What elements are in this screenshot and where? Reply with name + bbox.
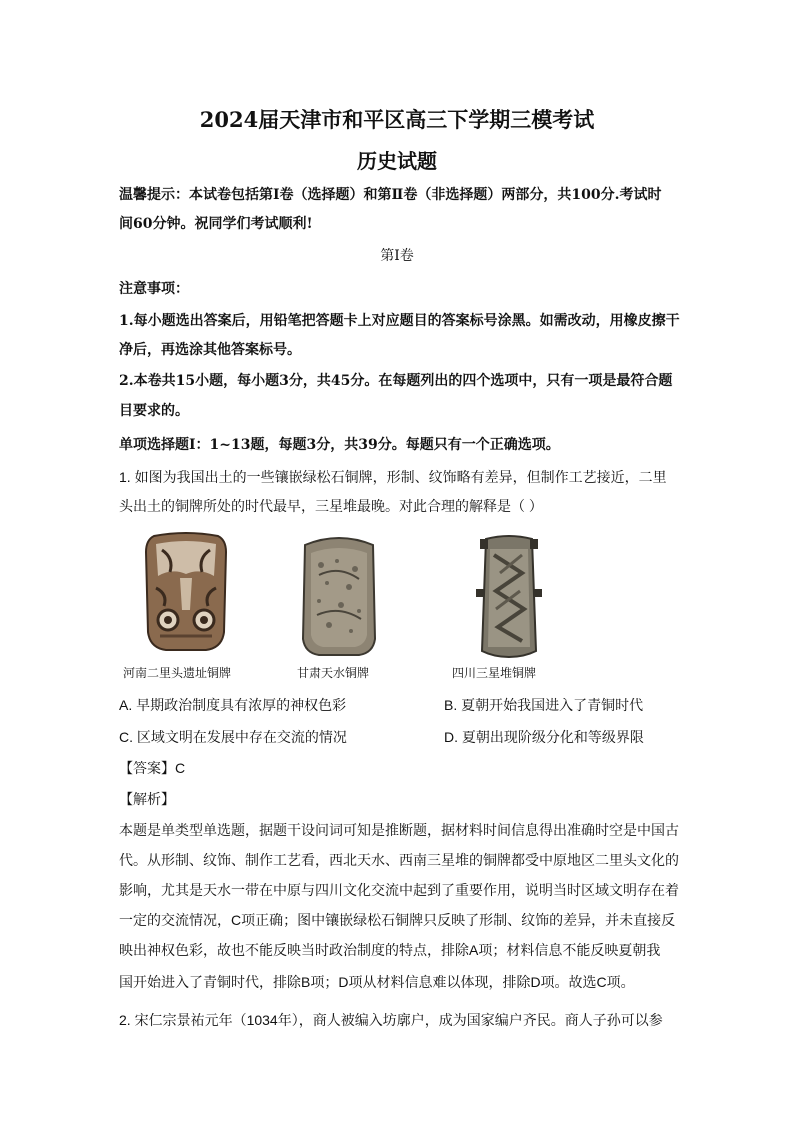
intro-line-1: 温馨提示：本试卷包括第Ⅰ卷（选择题）和第Ⅱ卷（非选择题）两部分，共100分.考试时 (119, 187, 662, 203)
q1-option-c: C. 区域文明在发展中存在交流的情况 (119, 729, 347, 745)
notes-heading: 注意事项： (119, 281, 189, 297)
figure-caption-sanxingdui: 四川三星堆铜牌 (452, 666, 537, 680)
note-1-line-1: 1.每小题选出答案后，用铅笔把答题卡上对应题目的答案标号涂黑。如需改动，用橡皮擦干 (119, 313, 680, 329)
q1-analysis-line: 影响，尤其是天水一带在中原与四川文化交流中起到了重要作用，说明当时区域文明存在着 (119, 882, 679, 898)
erlitou-bronze-plaque-image (140, 532, 232, 654)
section-title: 第Ⅰ卷 (380, 248, 414, 264)
q1-analysis-line: 本题是单类型单选题，据题干设问词可知是推断题，据材料时间信息得出准确时空是中国古 (119, 822, 679, 838)
q1-option-b: B. 夏朝开始我国进入了青铜时代 (444, 697, 644, 713)
q1-analysis-line: 国开始进入了青铜时代，排除B项；D项从材料信息难以体现，排除D项。故选C项。 (119, 974, 635, 990)
single-choice-heading: 单项选择题Ⅰ：1~13题，每题3分，共39分。每题只有一个正确选项。 (119, 437, 560, 453)
q1-analysis-line: 映出神权色彩，故也不能反映当时政治制度的特点，排除A项；材料信息不能反映夏朝我 (119, 942, 661, 958)
sanxingdui-bronze-plaque-image (474, 533, 544, 659)
q1-answer: 【答案】C (119, 760, 186, 776)
figure-caption-tianshui: 甘肃天水铜牌 (297, 666, 370, 680)
note-2-line-1: 2.本卷共15小题，每小题3分，共45分。在每题列出的四个选项中，只有一项是最符合题 (119, 373, 673, 389)
q1-analysis-line: 一定的交流情况，C项正确；图中镶嵌绿松石铜牌只反映了形制、纹饰的差异，并未直接反 (119, 912, 676, 928)
q1-analysis-line: 代。从形制、纹饰、制作工艺看，西北天水、西南三星堆的铜牌都受中原地区二里头文化的 (119, 852, 679, 868)
q1-option-a: A. 早期政治制度具有浓厚的神权色彩 (119, 697, 347, 713)
note-2-line-2: 目要求的。 (119, 403, 189, 419)
q1-option-d: D. 夏朝出现阶级分化和等级界限 (444, 729, 644, 745)
page-title: 2024届天津市和平区高三下学期三模考试 (199, 107, 595, 132)
q1-stem-line-1: 1. 如图为我国出土的一些镶嵌绿松石铜牌，形制、纹饰略有差异，但制作工艺接近，二里 (119, 469, 667, 485)
note-1-line-2: 净后，再选涂其他答案标号。 (119, 342, 301, 358)
tianshui-bronze-plaque-image (297, 535, 381, 657)
intro-line-2: 间60分钟。祝同学们考试顺利! (119, 216, 313, 232)
figure-caption-erlitou: 河南二里头遗址铜牌 (123, 666, 232, 680)
page-subtitle: 历史试题 (357, 149, 437, 173)
q1-analysis-heading: 【解析】 (119, 791, 175, 807)
q2-stem-line-1: 2. 宋仁宗景祐元年（1034年），商人被编入坊廓户，成为国家编户齐民。商人子孙可以参 (119, 1012, 663, 1028)
q1-stem-line-2: 头出土的铜牌所处的时代最早，三星堆最晚。对此合理的解释是（ ） (119, 498, 543, 514)
